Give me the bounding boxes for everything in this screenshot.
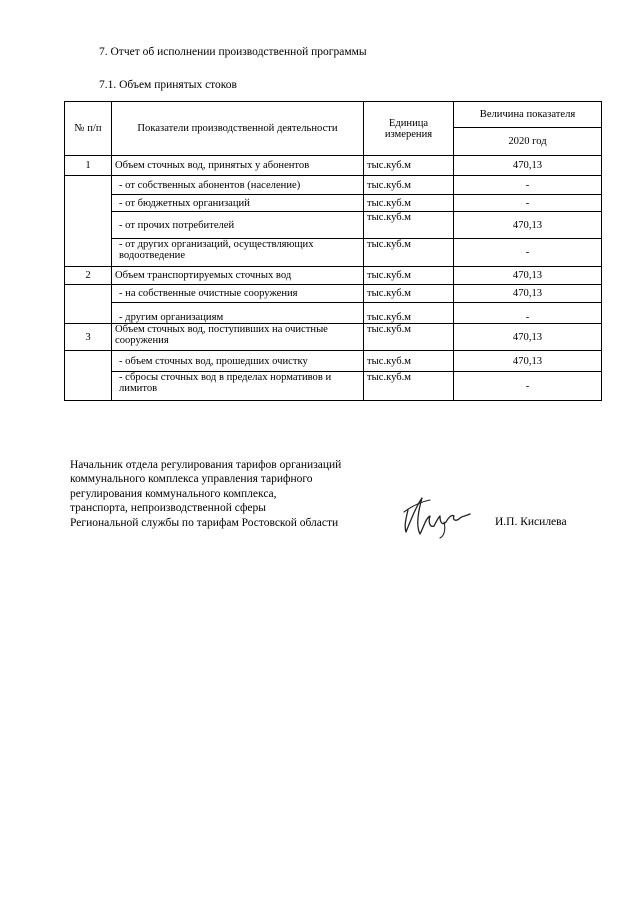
- row-num-empty: [65, 351, 112, 401]
- row-name: - от других организаций, осуществляющих водоотведение: [112, 239, 364, 267]
- row-name: - на собственные очистные сооружения: [112, 285, 364, 303]
- row-value: 470,13: [454, 351, 602, 372]
- header-value: Величина показателя: [454, 102, 602, 128]
- table-row: [65, 267, 602, 285]
- row-value: 470,13: [454, 267, 602, 285]
- subsection-heading: 7.1. Объем принятых стоков: [99, 79, 237, 91]
- row-value: 470,13: [454, 285, 602, 303]
- row-num-empty: [65, 285, 112, 324]
- row-value: -: [454, 303, 602, 324]
- row-unit: тыс.куб.м: [364, 351, 454, 372]
- row-value: -: [454, 372, 602, 401]
- row-unit: тыс.куб.м: [364, 176, 454, 195]
- signer-title-line: регулирования коммунального комплекса,: [70, 487, 277, 500]
- row-unit: тыс.куб.м: [364, 267, 454, 285]
- signer-title-line: транспорта, непроизводственной сферы: [70, 502, 266, 515]
- table-row: [65, 303, 602, 324]
- signer-title-line: Региональной службы по тарифам Ростовской области: [70, 516, 339, 529]
- row-unit: тыс.куб.м: [364, 212, 454, 239]
- table-row: [65, 372, 602, 401]
- row-num: 3: [65, 324, 112, 351]
- row-value: 470,13: [454, 156, 602, 176]
- row-unit: тыс.куб.м: [364, 303, 454, 324]
- row-value: -: [454, 239, 602, 267]
- row-name: - сбросы сточных вод в пределах нормативов и лимитов: [112, 372, 364, 401]
- row-name: - от собственных абонентов (население): [112, 176, 364, 195]
- header-year: 2020 год: [454, 128, 602, 156]
- header-unit: Единица измерения: [364, 102, 454, 156]
- section-heading: 7. Отчет об исполнении производственной программы: [99, 46, 367, 58]
- table-row: [65, 212, 602, 239]
- table-header-row: [65, 102, 602, 128]
- table-row: [65, 239, 602, 267]
- signer-title-line: Начальник отдела регулирования тарифов организаций: [70, 459, 342, 471]
- row-num-empty: [65, 176, 112, 267]
- row-name: Объем сточных вод, поступивших на очистные сооружения: [112, 324, 364, 351]
- signer-name: И.П. Кисилева: [495, 516, 567, 528]
- row-unit: тыс.куб.м: [364, 285, 454, 303]
- signer-title-line: коммунального комплекса управления тарифного: [70, 473, 313, 486]
- row-unit: тыс.куб.м: [364, 324, 454, 351]
- table-row: [65, 176, 602, 195]
- row-unit: тыс.куб.м: [364, 372, 454, 401]
- row-name: - другим организациям: [112, 303, 364, 324]
- header-indicator: Показатели производственной деятельности: [112, 102, 364, 156]
- table-row: [65, 156, 602, 176]
- table-row: [65, 195, 602, 212]
- row-unit: тыс.куб.м: [364, 195, 454, 212]
- table-row: [65, 324, 602, 351]
- row-unit: тыс.куб.м: [364, 156, 454, 176]
- row-name: - объем сточных вод, прошедших очистку: [112, 351, 364, 372]
- report-table: [64, 101, 602, 401]
- row-value: 470,13: [454, 324, 602, 351]
- row-value: -: [454, 195, 602, 212]
- row-value: -: [454, 176, 602, 195]
- signature-block: [70, 458, 341, 530]
- table-row: [65, 285, 602, 303]
- row-name: Объем сточных вод, принятых у абонентов: [112, 156, 364, 176]
- row-value: 470,13: [454, 212, 602, 239]
- table-row: [65, 351, 602, 372]
- handwritten-signature: [400, 492, 478, 540]
- row-unit: тыс.куб.м: [364, 239, 454, 267]
- row-num: 2: [65, 267, 112, 285]
- row-name: Объем транспортируемых сточных вод: [112, 267, 364, 285]
- row-name: - от бюджетных организаций: [112, 195, 364, 212]
- row-name: - от прочих потребителей: [112, 212, 364, 239]
- header-num: № п/п: [65, 102, 112, 156]
- row-num: 1: [65, 156, 112, 176]
